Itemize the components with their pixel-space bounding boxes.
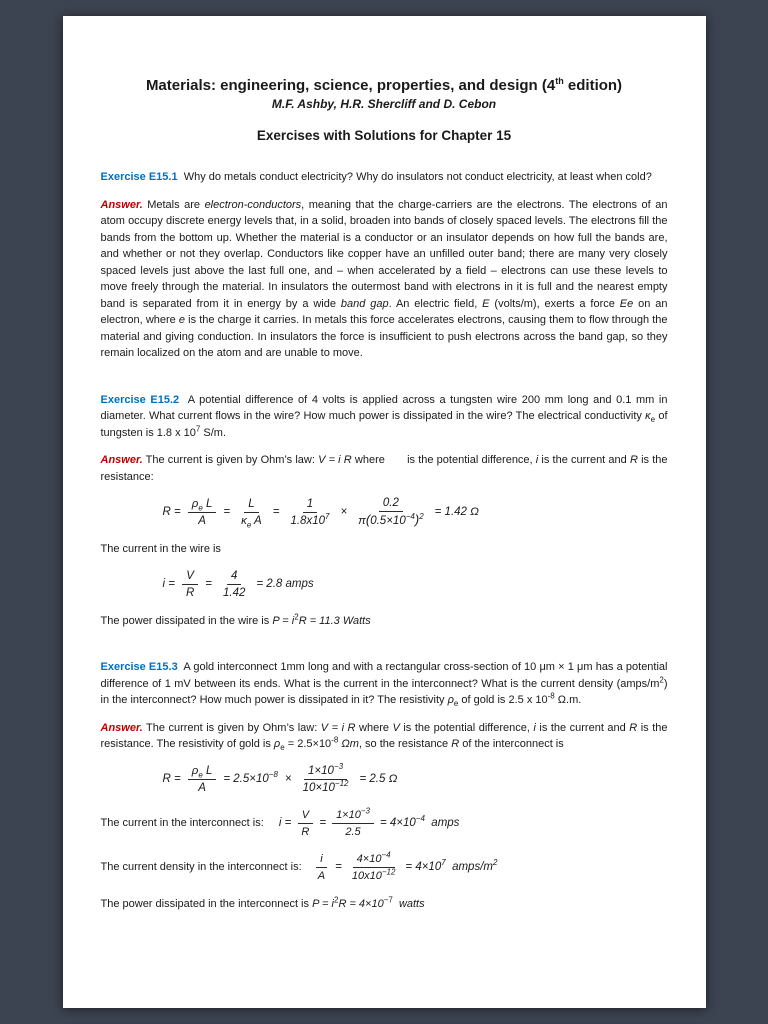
multiply-sign: × [340,506,348,518]
exercise-e152-label: Exercise E15.2 [100,393,180,406]
exercise-e153-label: Exercise E15.3 [100,661,178,673]
exercise-e151-question: Exercise E15.1 Why do metals conduct electricity? Why do insulators not conduct electricity, at least when cold? [100,171,652,183]
exercise-e152-answer: Answer. The current is given by Ohm’s law: V = i R where is the potential difference, i is the current and R is the resistance: [100,454,668,483]
answer-label-e153: Answer. [100,721,143,734]
exercise-e151-label: Exercise E15.1 [100,171,178,183]
fraction: $\frac{\rho_e L}{A}$ [188,764,217,795]
fraction: $\frac{i}{A}$ [317,852,326,882]
answer-label-e151: Answer. [100,198,143,211]
kappa-symbol: κ [645,410,651,422]
rho-symbol: ρ [447,694,454,706]
formula-resistance-gold: R = $\frac{\rho_e L}{A}$ = $2.5\times 10^{-8}$ × $\frac{1\times 10^{-3}}{10\times 10^{-12}}$ = 2.5 Ω [162,761,398,794]
text-power-wire: The power dissipated in the wire is $P = i^2R = 11.3$ Watts [100,611,371,627]
formula-current-tungsten: i = $\frac{V}{R}$ = $\frac{4}{1.42}$ = 2.8 amps [162,569,314,599]
exercise-e153-question: Exercise E15.3 A gold interconnect 1mm long and with a rectangular cross-section of 10 μm × 1 μm has a potential difference of 1 mV between its ends. What is the current in the interconnect? What is the current density $(amps/m^2)$ in the interconnect? How much power is dissipated in it? The resistivity $\rho_e$ of gold is 2.5 x $10^{-8}$ Ω.m. [100,661,668,709]
exercise-e153-answer: Answer. The current is given by Ohm’s law: V = i R where V is the potential difference, i is the current and R is the resistance. The resistivity of gold is $\rho_e = 2.5\times 10^{-8}$ Ωm, so the resistance R of the interconnect is [100,721,668,753]
chapter-heading: Exercises with Solutions for Chapter 15 [256,128,512,143]
document-title: Materials: engineering, science, properties, and design (4th edition) [145,76,623,94]
fraction: $\frac{V}{R}$ [182,569,198,600]
text-power-interconnect: The power dissipated in the interconnect is $P = i^2R = 4\times 10^{-7}$ watts [100,894,425,910]
authors-line: M.F. Ashby, H.R. Shercliff and D. Cebon [271,97,497,111]
formula-resistance-tungsten: R = $\frac{\rho_e L}{A}$ = $\frac{L}{\kappa_e A}$ = $\frac{1}{1.8x10^7}$ × $\frac{0.2}{\pi(0.5\times 10^{-4})^2}$ = 1.42 Ω [162,497,479,529]
fraction: $\frac{4\times 10^{-4}}{10x10^{-12}}$ [351,849,396,882]
text-current-in-wire: The current in the wire is [100,543,221,555]
fraction: $\frac{0.2}{\pi(0.5\times 10^{-4})^2}$ [358,497,424,527]
multiply-sign: × [284,773,292,785]
line-current-interconnect: The current in the interconnect is: i = $\frac{V}{R}$ = $\frac{1\times 10^{-3}}{2.5}$ = $4\times 10^{-4}$ amps [100,805,460,838]
exercise-e152-question: Exercise E15.2 A potential difference of 4 volts is applied across a tungsten wire 200 mm long and 0.1 mm in diameter. What current flows in the wire? How much power is dissipated in the wire? The electrical conductivity $\kappa_e$ of tungsten is 1.8 x $10^7$ S/m. [100,393,668,439]
document-page [63,16,706,1008]
title-superscript: th [555,76,564,86]
line-current-density: The current density in the interconnect is: $\frac{i}{A}$ = $\frac{4\times 10^{-4}}{10x10^{-12}}$ = $4\times 10^7$ amps/$m^2$ [100,849,498,882]
fraction: $\frac{\rho_e L}{A}$ [188,497,217,528]
fraction: $\frac{L}{\kappa_e A}$ [241,497,262,529]
answer-label-e152: Answer. [100,454,143,466]
fraction: $\frac{1}{1.8x10^7}$ [290,497,330,527]
fraction: $\frac{1\times 10^{-3}}{10\times 10^{-12}}$ [302,761,349,794]
fraction: $\frac{V}{R}$ [297,808,313,839]
rho-symbol: ρ [273,738,281,750]
fraction: $\frac{4}{1.42}$ [223,569,246,599]
fraction: $\frac{1\times 10^{-3}}{2.5}$ [332,808,374,839]
exercise-e151-answer: Answer. Metals are electron-conductors, meaning that the charge-carriers are the electrons. The electrons of an atom occupy discrete energy levels that, in a solid, broaden into bands of closely spaced levels. The electrons fill the bands from the bottom up. Whether the material is a conductor or an insulator depends on how full the bands are, and whether or not they overlap. Conductors like copper have an unfilled outer band; there are many very closely spaced levels just above the last full one, and – when accelerated by a field – electrons can use these levels to move freely through the material. In insulators the outermost band with electrons in it is full and the nearest empty band is separated from it in energy by a wide band gap. An electric field, E (volts/m), exerts a force Ee on an electron, where e is the charge it carries. In metals this force accelerates electrons, causing them to flow through the material and giving conduction. In insulators the force is insufficient to push electrons across the band gap, so they remain localized on the atom and are unable to move. [100,198,668,359]
